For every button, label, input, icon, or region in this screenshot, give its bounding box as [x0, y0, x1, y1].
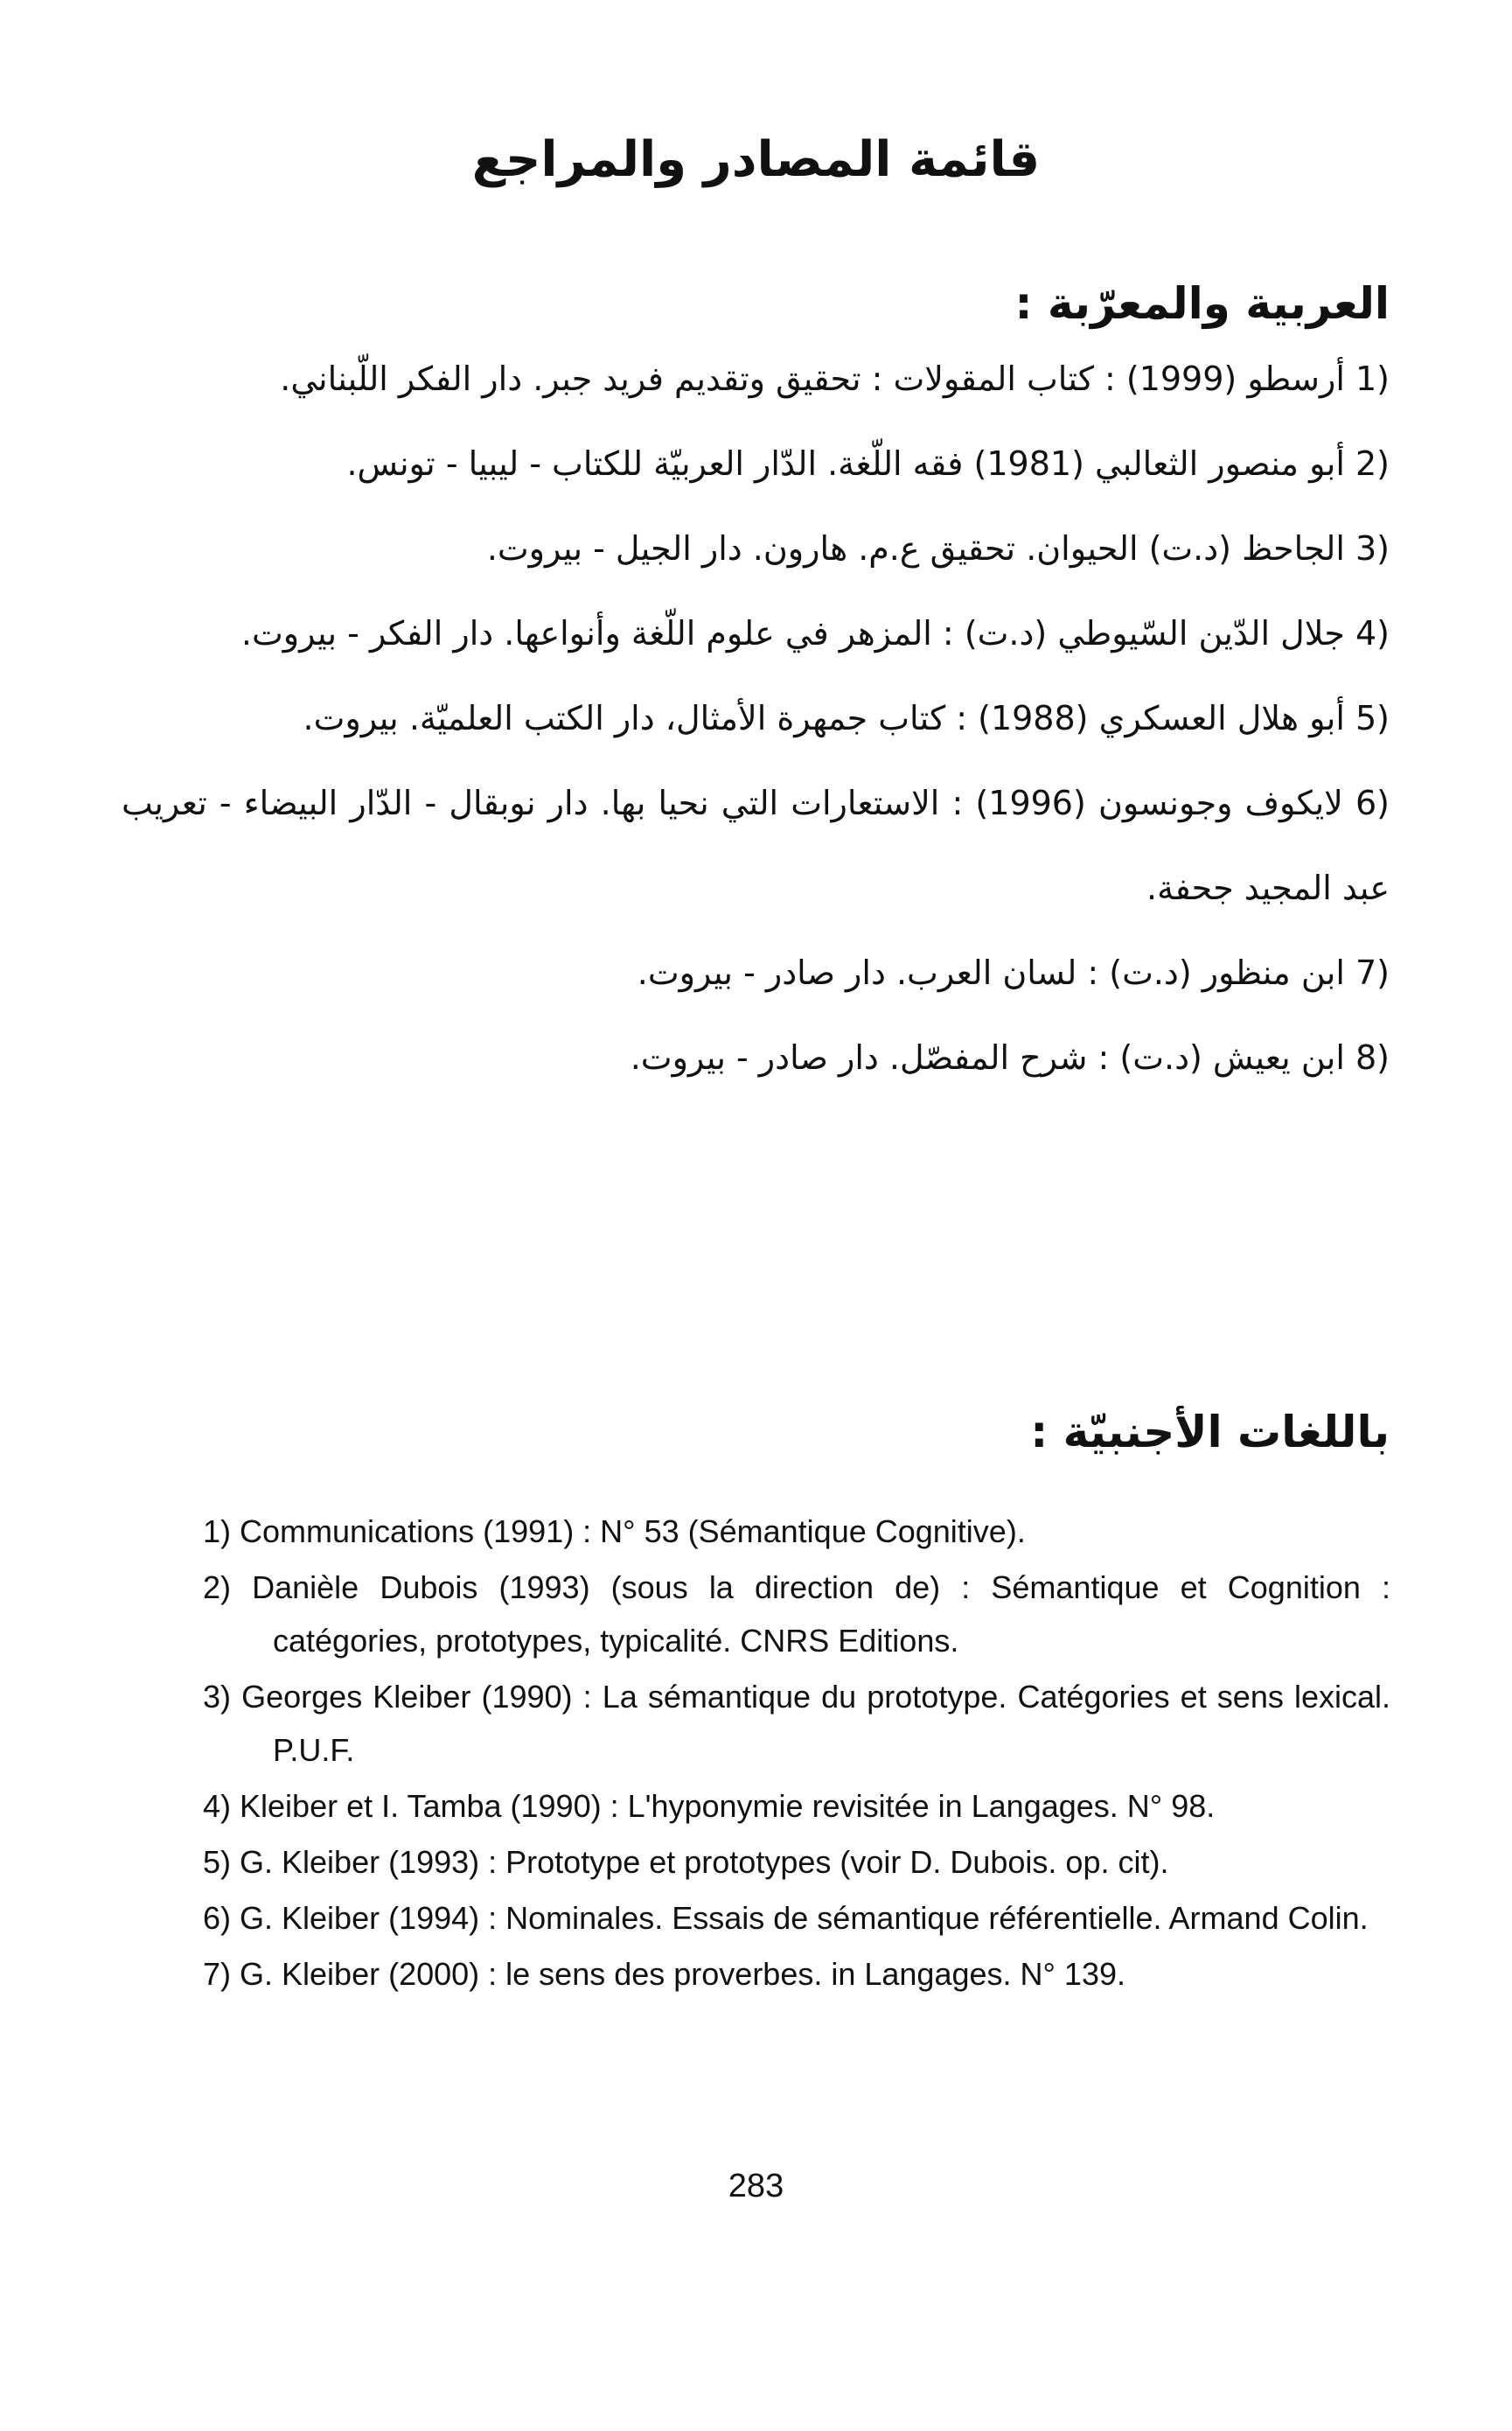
arabic-reference-item: [122, 931, 1390, 1016]
foreign-section-heading: باللغات الأجنبيّة :: [1030, 1407, 1390, 1457]
reference-text: الجاحظ (د.ت) الحيوان. تحقيق ع.م. هارون. دار الجيل - بيروت.: [486, 529, 1345, 568]
arabic-reference-item: [122, 506, 1390, 591]
reference-text: ابن يعيش (د.ت) : شرح المفصّل. دار صادر - بيروت.: [630, 1038, 1345, 1077]
reference-number: 1): [1355, 360, 1390, 398]
reference-number: 3): [1355, 529, 1390, 568]
foreign-reference-item: 6) G. Kleiber (1994) : Nominales. Essais de sémantique référentielle. Armand Colin.: [203, 1900, 1369, 1936]
foreign-reference-item: 4) Kleiber et I. Tamba (1990) : L'hyponymie revisitée in Langages. N° 98.: [203, 1788, 1216, 1824]
arabic-references-list: [122, 337, 1390, 1100]
arabic-reference-item: [122, 422, 1390, 506]
reference-number: 5): [1355, 699, 1390, 737]
foreign-reference-item: 5) G. Kleiber (1993) : Prototype et prototypes (voir D. Dubois. op. cit).: [203, 1844, 1169, 1880]
page-number: 283: [728, 2168, 784, 2204]
reference-text: لايكوف وجونسون (1996) : الاستعارات التي نحيا بها. دار نوبقال - الدّار البيضاء - تعريب عبد المجيد جحفة.: [122, 784, 1390, 907]
arabic-section-heading: العربية والمعرّبة :: [1014, 278, 1390, 329]
arabic-reference-item: [122, 337, 1390, 422]
foreign-references-list: [203, 1505, 1390, 2003]
foreign-reference-item: 1) Communications (1991) : N° 53 (Sémantique Cognitive).: [203, 1513, 1026, 1549]
reference-number: 8): [1355, 1038, 1390, 1077]
arabic-reference-item: [122, 676, 1390, 761]
reference-number: 2): [1355, 444, 1390, 483]
page-title: قائمة المصادر والمراجع: [471, 131, 1041, 188]
foreign-reference-item: 3) Georges Kleiber (1990) : La sémantique du prototype. Catégories et sens lexical. P.U.F.: [203, 1679, 1390, 1768]
reference-text: جلال الدّين السّيوطي (د.ت) : المزهر في علوم اللّغة وأنواعها. دار الفكر - بيروت.: [240, 614, 1345, 653]
reference-text: أرسطو (1999) : كتاب المقولات : تحقيق وتقديم فريد جبر. دار الفكر اللّبناني.: [280, 360, 1345, 398]
reference-text: أبو هلال العسكري (1988) : كتاب جمهرة الأمثال، دار الكتب العلميّة. بيروت.: [303, 699, 1345, 737]
arabic-reference-item: [122, 1016, 1390, 1100]
reference-number: 7): [1355, 954, 1390, 992]
arabic-reference-item: [122, 591, 1390, 676]
foreign-reference-item: 7) G. Kleiber (2000) : le sens des proverbes. in Langages. N° 139.: [203, 1956, 1125, 1992]
foreign-reference-item: 2) Danièle Dubois (1993) (sous la direction de) : Sémantique et Cognition : catégories, prototypes, typicalité. CNRS Editions.: [203, 1569, 1390, 1659]
reference-number: 4): [1355, 614, 1390, 653]
reference-text: أبو منصور الثعالبي (1981) فقه اللّغة. الدّار العربيّة للكتاب - ليبيا - تونس.: [346, 444, 1345, 483]
reference-number: 6): [1355, 784, 1390, 822]
arabic-reference-item: [122, 761, 1390, 931]
reference-text: ابن منظور (د.ت) : لسان العرب. دار صادر - بيروت.: [637, 954, 1345, 992]
